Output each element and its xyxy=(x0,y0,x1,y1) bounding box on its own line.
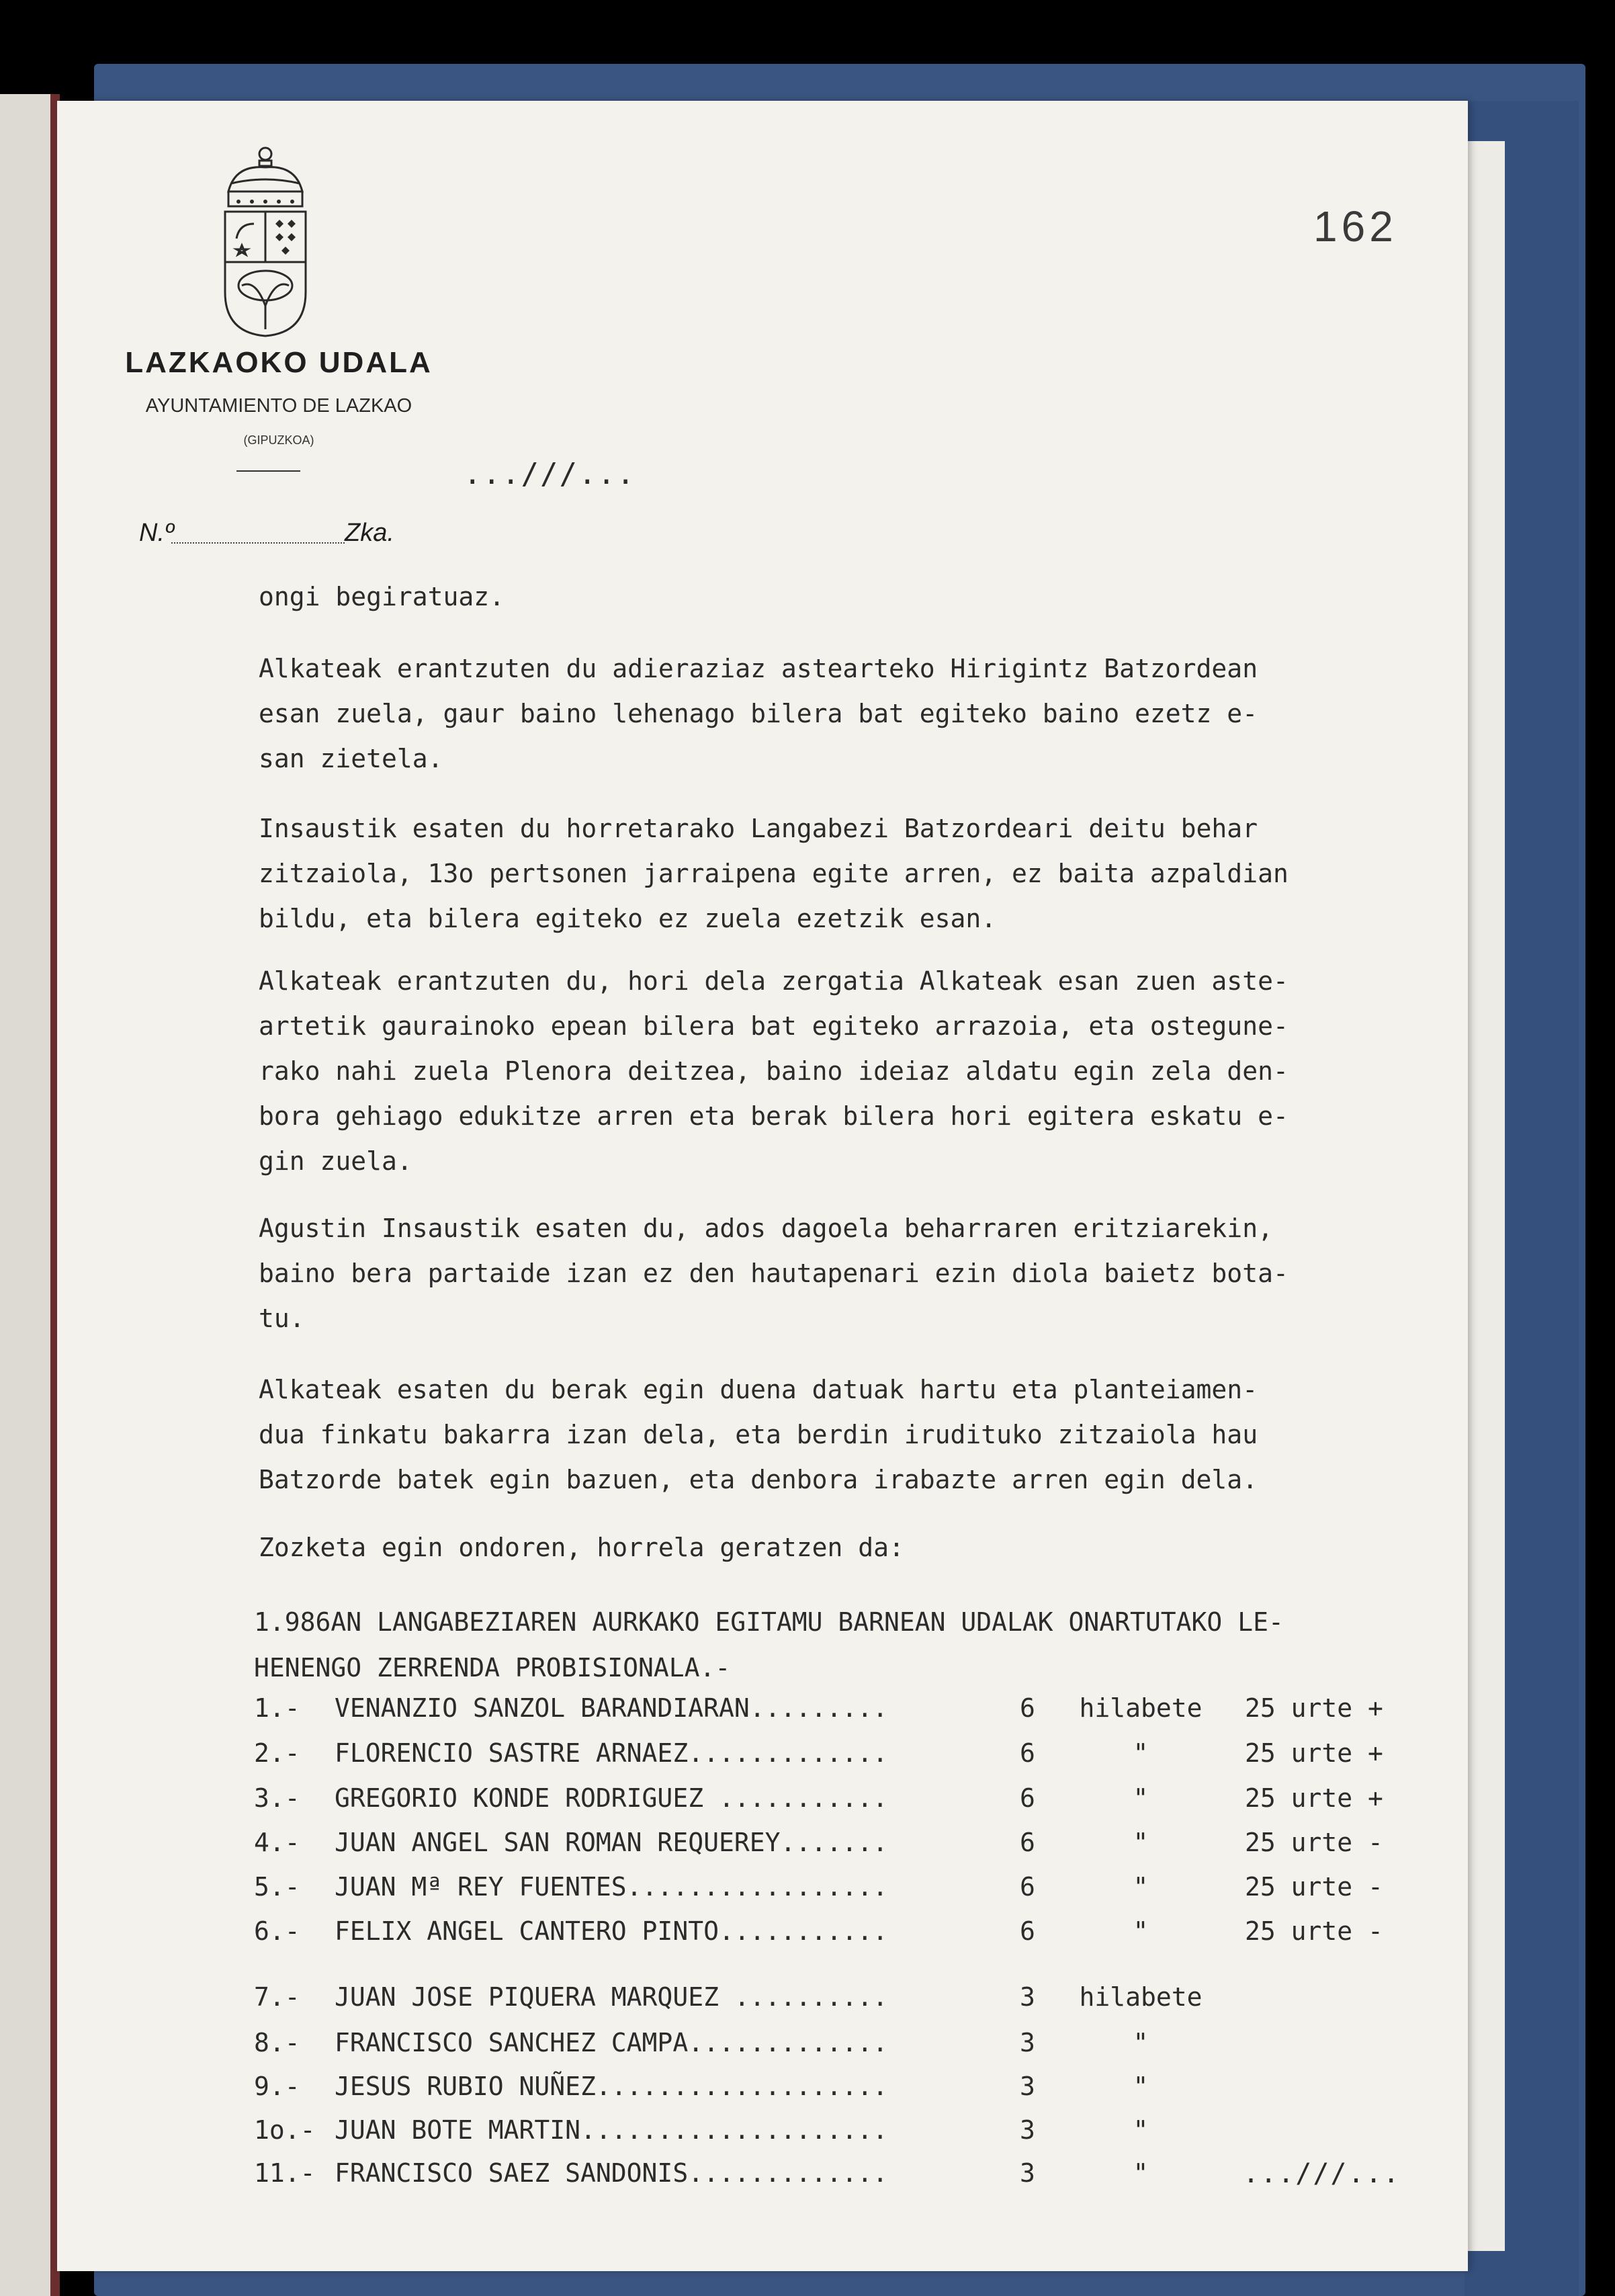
item-months: 6 xyxy=(1020,1738,1035,1768)
item-number: 1.- xyxy=(254,1693,300,1723)
text-line: Agustin Insaustik esaten du, ados dagoela beharraren eritziarekin, xyxy=(259,1214,1273,1243)
item-name: FLORENCIO SASTRE ARNAEZ............. xyxy=(335,1738,888,1768)
text-line: Batzorde batek egin bazuen, eta denbora irabazte arren egin dela. xyxy=(259,1465,1258,1494)
text-line: tu. xyxy=(259,1304,305,1333)
item-unit: " xyxy=(1133,1872,1149,1902)
zka-label: Zka. xyxy=(345,519,394,547)
item-name: JUAN Mª REY FUENTES................. xyxy=(335,1872,888,1902)
item-unit: " xyxy=(1133,2115,1149,2145)
item-age: 25 urte + xyxy=(1245,1738,1383,1768)
item-age: 25 urte + xyxy=(1245,1783,1383,1813)
item-months: 6 xyxy=(1020,1693,1035,1723)
item-name: JUAN ANGEL SAN ROMAN REQUEREY....... xyxy=(335,1828,888,1857)
text-line: rako nahi zuela Plenora deitzea, baino ideiaz aldatu egin zela den- xyxy=(259,1056,1289,1086)
item-unit: " xyxy=(1133,1783,1149,1813)
text-line: Alkateak esaten du berak egin duena datuak hartu eta planteiamen- xyxy=(259,1375,1258,1404)
item-unit: " xyxy=(1133,2072,1149,2101)
organization-name: LAZKAOKO UDALA xyxy=(125,346,433,379)
item-name: FRANCISCO SANCHEZ CAMPA............. xyxy=(335,2028,888,2057)
item-name: FELIX ANGEL CANTERO PINTO........... xyxy=(335,1916,888,1946)
item-unit: " xyxy=(1133,2028,1149,2057)
item-age: 25 urte - xyxy=(1245,1872,1383,1902)
item-unit: hilabete xyxy=(1079,1982,1203,2012)
text-line: dua finkatu bakarra izan dela, eta berdin irudituko zitzaiola hau xyxy=(259,1420,1258,1449)
item-number: 4.- xyxy=(254,1828,300,1857)
item-name: JESUS RUBIO NUÑEZ................... xyxy=(335,2072,888,2101)
paragraph-1 xyxy=(259,575,1465,620)
item-months: 3 xyxy=(1020,2028,1035,2057)
text-line: ongi begiratuaz. xyxy=(259,582,505,611)
heading-line: HENENGO ZERRENDA PROBISIONALA.- xyxy=(254,1653,731,1683)
item-age: 25 urte - xyxy=(1245,1916,1383,1946)
paragraph-6 xyxy=(259,1367,1465,1502)
item-age: 25 urte + xyxy=(1245,1693,1383,1723)
item-number: 7.- xyxy=(254,1982,300,2012)
text-line: Alkateak erantzuten du, hori dela zergatia Alkateak esan zuen aste- xyxy=(259,966,1289,996)
paragraph-3 xyxy=(259,806,1465,941)
text-line: bildu, eta bilera egiteko ez zuela ezetzik esan. xyxy=(259,904,997,933)
item-name: JUAN BOTE MARTIN.................... xyxy=(335,2115,888,2145)
page-number: 162 xyxy=(1313,202,1397,251)
text-line: Insaustik esaten du horretarako Langabezi Batzordeari deitu behar xyxy=(259,814,1258,843)
item-number: 8.- xyxy=(254,2028,300,2057)
text-line: esan zuela, gaur baino lehenago bilera bat egiteko baino ezetz e- xyxy=(259,699,1258,728)
item-months: 3 xyxy=(1020,2158,1035,2188)
item-unit: " xyxy=(1133,2158,1149,2188)
item-name: JUAN JOSE PIQUERA MARQUEZ .......... xyxy=(335,1982,888,2012)
item-number: 6.- xyxy=(254,1916,300,1946)
item-number: 11.- xyxy=(254,2158,316,2188)
list-heading xyxy=(254,1599,1463,1691)
item-age: 25 urte - xyxy=(1245,1828,1383,1857)
header-rule xyxy=(236,470,300,472)
number-label: N.º xyxy=(139,519,174,547)
text-line: zitzaiola, 13o pertsonen jarraipena egite arren, ez baita azpaldian xyxy=(259,859,1289,888)
item-months: 6 xyxy=(1020,1872,1035,1902)
item-months: 3 xyxy=(1020,2115,1035,2145)
item-months: 3 xyxy=(1020,2072,1035,2101)
text-line: baino bera partaide izan ez den hautapenari ezin diola baietz bota- xyxy=(259,1259,1289,1288)
organization-subtitle: AYUNTAMIENTO DE LAZKAO xyxy=(145,395,412,417)
organization-province: (GIPUZKOA) xyxy=(243,433,314,447)
item-unit: " xyxy=(1133,1828,1149,1857)
text-line: Zozketa egin ondoren, horrela geratzen da: xyxy=(259,1533,904,1562)
item-number: 2.- xyxy=(254,1738,300,1768)
coat-of-arms-icon xyxy=(215,144,316,339)
item-unit: " xyxy=(1133,1916,1149,1946)
item-name: VENANZIO SANZOL BARANDIARAN......... xyxy=(335,1693,888,1723)
item-number: 5.- xyxy=(254,1872,300,1902)
item-name: FRANCISCO SAEZ SANDONIS............. xyxy=(335,2158,888,2188)
left-page-edge xyxy=(0,94,57,2296)
text-line: gin zuela. xyxy=(259,1146,412,1176)
item-unit: " xyxy=(1133,1738,1149,1768)
number-field-line xyxy=(171,542,345,544)
text-line: artetik gaurainoko epean bilera bat egiteko arrazoia, eta ostegune- xyxy=(259,1011,1289,1041)
text-line: bora gehiago edukitze arren eta berak bilera hori egitera eskatu e- xyxy=(259,1101,1289,1131)
text-line: san zietela. xyxy=(259,744,443,773)
continuation-mark-bottom: ...///... xyxy=(1243,2158,1401,2189)
text-line: Alkateak erantzuten du adieraziaz astearteko Hirigintz Batzordean xyxy=(259,654,1258,683)
item-unit: hilabete xyxy=(1079,1693,1203,1723)
item-months: 3 xyxy=(1020,1982,1035,2012)
paragraph-5 xyxy=(259,1206,1465,1341)
item-number: 1o.- xyxy=(254,2115,316,2145)
continuation-mark-top: ...///... xyxy=(464,457,636,491)
paragraph-2 xyxy=(259,646,1465,781)
item-months: 6 xyxy=(1020,1828,1035,1857)
item-number: 9.- xyxy=(254,2072,300,2101)
paragraph-7 xyxy=(259,1525,1465,1570)
paragraph-4 xyxy=(259,959,1465,1184)
item-name: GREGORIO KONDE RODRIGUEZ ........... xyxy=(335,1783,888,1813)
item-number: 3.- xyxy=(254,1783,300,1813)
item-months: 6 xyxy=(1020,1783,1035,1813)
item-months: 6 xyxy=(1020,1916,1035,1946)
heading-line: 1.986AN LANGABEZIAREN AURKAKO EGITAMU BARNEAN UDALAK ONARTUTAKO LE- xyxy=(254,1607,1284,1637)
